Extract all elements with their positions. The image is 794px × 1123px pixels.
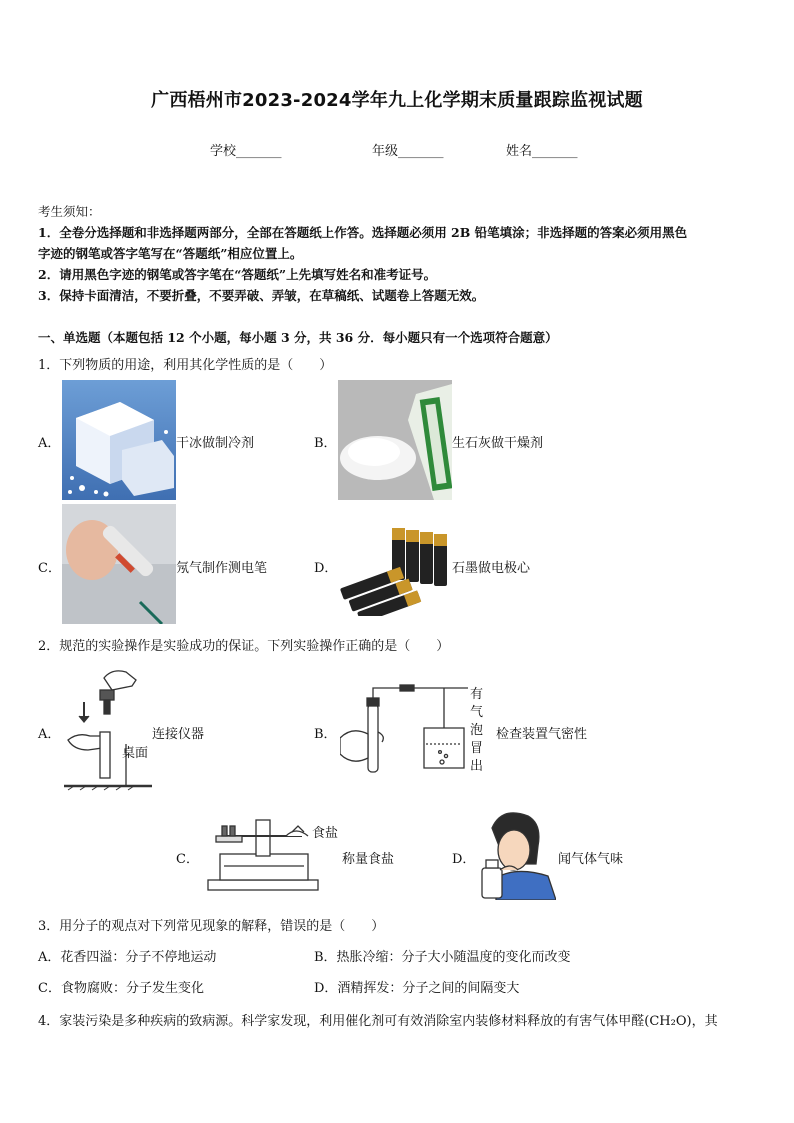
smelling-gas-figure <box>478 808 556 900</box>
q1-a-letter[interactable]: A． <box>38 436 61 451</box>
grade-field[interactable]: 年级_______ <box>372 144 444 159</box>
q2-d-letter[interactable]: D． <box>452 852 476 867</box>
q4-stem: 4．家装污染是多种疾病的致病源。科学家发现，利用催化剂可有效消除室内装修材料释放的有害气体甲醛(CH₂O)，其 <box>38 1014 718 1029</box>
notice-line-1: 1．全卷分选择题和非选择题两部分，全部在答题纸上作答。选择题必须用 2B 铅笔填涂；非选择题的答案必须用黑色 <box>38 225 688 240</box>
notice-line-4: 3．保持卡面清洁，不要折叠，不要弄破、弄皱，在草稿纸、试题卷上答题无效。 <box>38 288 485 303</box>
page-title: 广西梧州市2023-2024学年九上化学期末质量跟踪监视试题 <box>151 90 643 111</box>
q1-c-letter[interactable]: C． <box>38 561 61 576</box>
q2-b-text: 检查装置气密性 <box>496 727 588 742</box>
section-heading: 一、单选题（本题包括 12 个小题，每小题 3 分，共 36 分．每小题只有一个选项符合题意） <box>38 330 558 345</box>
q2-a-desk-label: 桌面 <box>122 746 149 761</box>
q1-b-letter[interactable]: B． <box>314 436 337 451</box>
notice-line-3: 2．请用黑色字迹的钢笔或答字笔在“答题纸”上先填写姓名和准考证号。 <box>38 267 437 282</box>
notice-line-2: 字迹的钢笔或答字笔写在“答题纸”相应位置上。 <box>38 246 303 261</box>
q3-option-a[interactable]: A．花香四溢：分子不停地运动 <box>38 950 217 965</box>
q1-d-text: 石墨做电极心 <box>452 561 531 576</box>
q1-d-letter[interactable]: D． <box>314 561 338 576</box>
q2-a-text: 连接仪器 <box>152 727 205 742</box>
q2-b-bubbles-label: 有 气 泡 冒 出 <box>470 687 484 774</box>
q1-c-text: 氖气制作测电笔 <box>176 561 268 576</box>
q3-option-d[interactable]: D．酒精挥发：分子之间的间隔变大 <box>314 981 520 996</box>
q3-option-c[interactable]: C．食物腐败：分子发生变化 <box>38 981 204 996</box>
q3-stem: 3．用分子的观点对下列常见现象的解释，错误的是（ ） <box>38 919 385 934</box>
q2-d-text: 闻气体气味 <box>558 852 624 867</box>
q1-stem: 1．下列物质的用途，利用其化学性质的是（ ） <box>38 358 333 373</box>
school-field[interactable]: 学校_______ <box>210 144 282 159</box>
q2-c-salt-label: 食盐 <box>312 826 339 841</box>
quicklime-packet-image <box>338 380 452 500</box>
q2-c-letter[interactable]: C． <box>176 852 199 867</box>
q1-b-text: 生石灰做干燥剂 <box>452 436 544 451</box>
airtightness-check-figure <box>340 680 468 776</box>
dry-ice-image <box>62 380 176 500</box>
q2-a-letter[interactable]: A． <box>38 727 61 742</box>
q2-stem: 2．规范的实验操作是实验成功的保证。下列实验操作正确的是（ ） <box>38 639 450 654</box>
neon-test-pen-image <box>62 504 176 624</box>
q2-b-letter[interactable]: B． <box>314 727 337 742</box>
q1-a-text: 干冰做制冷剂 <box>176 436 255 451</box>
notice-heading: 考生须知： <box>38 204 101 219</box>
batteries-image <box>338 524 452 616</box>
q2-c-text: 称量食盐 <box>342 852 395 867</box>
name-field[interactable]: 姓名_______ <box>506 144 578 159</box>
connect-apparatus-figure <box>64 664 154 794</box>
balance-scale-figure <box>204 814 322 894</box>
q3-option-b[interactable]: B．热胀冷缩：分子大小随温度的变化而改变 <box>314 950 571 965</box>
